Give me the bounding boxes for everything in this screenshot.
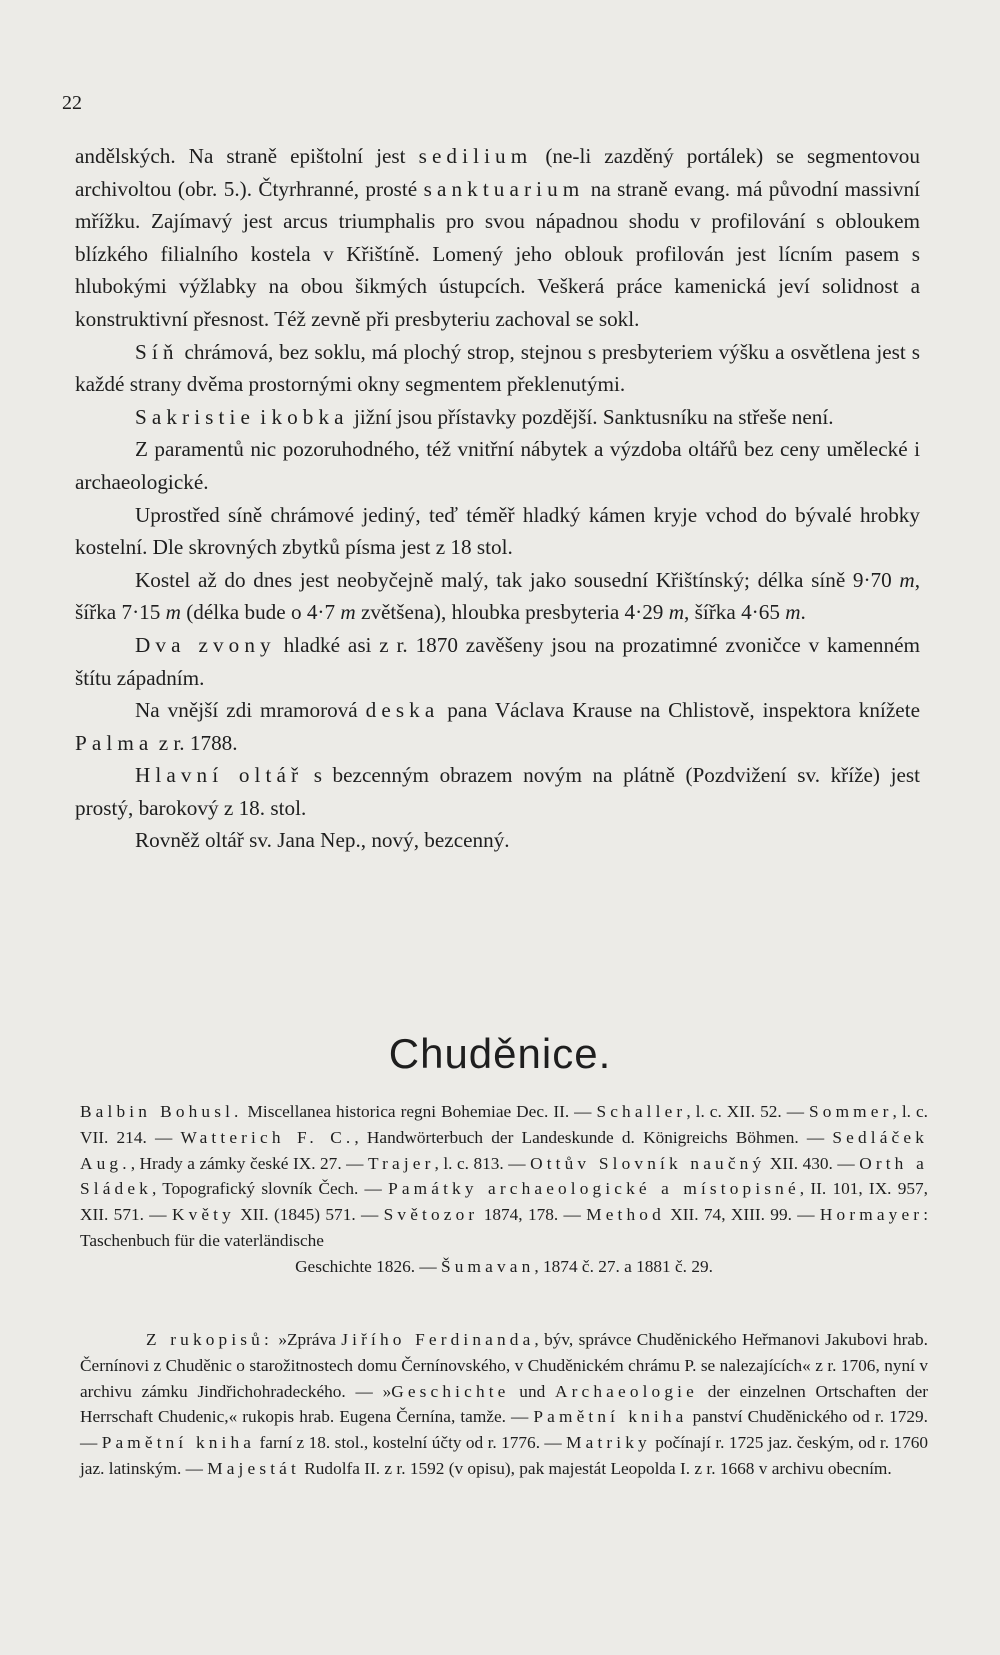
- text-run: : Taschenbuch für die vaterländische: [80, 1205, 929, 1250]
- text-run: , Handwörterbuch der Landeskunde d. Königreichs Böhmen. —: [354, 1127, 833, 1147]
- author: Světozor: [383, 1205, 479, 1225]
- manuscripts-paragraph: [80, 1327, 928, 1482]
- spaced-term: Sakristie: [135, 404, 255, 429]
- text-run: »Zpráva: [272, 1330, 342, 1349]
- spaced-term: sanktuarium: [423, 176, 585, 201]
- text-run: , l. c. XII. 52. —: [686, 1102, 810, 1121]
- paragraph-hrobka: Uprostřed síně chrámové jediný, teď téměř hladký kámen kryje vchod do bývalé hrobky kostelní. Dle skrovných zbytků písma jest z 18 stol.: [75, 502, 920, 560]
- text-run: Kostel až do dnes jest neobyčejně malý, tak jako sousední Křištínský; délka síně 9·70: [135, 567, 900, 592]
- text-run: 1874, 178. —: [478, 1205, 587, 1225]
- page-number: 22: [62, 92, 82, 114]
- author: Balbin Bohusl.: [80, 1102, 243, 1121]
- paragraph-zvony: [75, 629, 920, 694]
- spaced-term: Matriky: [566, 1433, 651, 1453]
- text-run: chrámová, bez soklu, má plochý strop, stejnou s presbyteriem výšku a osvětlena jest s každé strany dvěma prostornými okny segmentem překlenutými.: [75, 339, 920, 397]
- text-run: s bezcenným obrazem novým na plátně (Pozdvižení sv. kříže) jest prostý, barokový z 18. stol.: [75, 763, 920, 820]
- text-run: hladké asi z r. 1870 zavěšeny jsou na prozatimné zvoničce v kamenném štítu západním.: [75, 632, 920, 690]
- text-run: pana Václava Krause na Chlistově, inspektora knížete: [439, 698, 920, 723]
- author: Orth a Sládek: [80, 1153, 928, 1199]
- spaced-term: Jiřího Ferdinanda: [341, 1330, 535, 1349]
- references-paragraph: [80, 1099, 928, 1254]
- paragraph-sin: [75, 336, 920, 401]
- author: Květy: [171, 1205, 235, 1225]
- body-text: [75, 140, 920, 857]
- author: Hormayer: [819, 1205, 924, 1225]
- text-run: farní z 18. stol., kostelní účty od r. 1776. —: [255, 1433, 567, 1453]
- spaced-term: Majestát: [207, 1458, 300, 1478]
- literature-references: [80, 1099, 928, 1280]
- spaced-term: Archaeologie: [555, 1381, 698, 1401]
- paragraph-oltar: [75, 759, 920, 824]
- text-run: , býv, správce Chuděnického Heřmanovi Jakubovi hrab. Černínovi z Chuděnic o starožitnostech domu Černínovského, v Chuděnickém chrámu P. se nalezajících« z r. 1706, nyní v archivu zámku Jindřichohradeckého. — »: [80, 1330, 928, 1401]
- text-run: , l. c. VII. 214. —: [80, 1102, 928, 1147]
- text-run: z r. 1788.: [153, 730, 238, 755]
- author: Watterich F. C.: [180, 1127, 355, 1147]
- author: Method: [586, 1205, 665, 1225]
- author: Sedláček Aug.: [80, 1127, 928, 1173]
- spaced-term: Dva zvony: [135, 632, 276, 657]
- unit: m: [668, 600, 685, 625]
- text-run: , šířka 7·15: [75, 567, 920, 625]
- text-run: der einzelnen Ortschaften der Herrschaft Chudenic,« rukopis hrab. Eugena Černína, tamže. —: [80, 1381, 928, 1427]
- spaced-term: Geschichte: [391, 1381, 510, 1401]
- author: Schaller: [596, 1102, 687, 1121]
- spaced-term: Pamětní kniha: [101, 1433, 256, 1453]
- text-run: zvětšena), hloubka presbyteria 4·29: [355, 600, 669, 625]
- spaced-term: kobka: [271, 404, 349, 429]
- paragraph-deska: [75, 694, 920, 759]
- references-last-line: [80, 1254, 928, 1280]
- text-run: XII. 430. —: [765, 1153, 860, 1173]
- text-run: počínají r. 1725 jaz. českým, od r. 1760 jaz. latinským. —: [80, 1433, 928, 1478]
- text-run: , šířka 4·65: [684, 600, 786, 625]
- section-heading: Chuděnice.: [388, 1030, 612, 1077]
- spaced-term: sedilium: [418, 144, 533, 168]
- text-run: jižní jsou přístavky pozdější. Sanktusníku na střeše není.: [348, 404, 834, 429]
- manuscript-references: [80, 1327, 928, 1482]
- spaced-term: Z rukopisů:: [146, 1330, 273, 1349]
- paragraph-sedilium: [75, 140, 920, 336]
- unit: m: [165, 600, 181, 625]
- paragraph-paramenty: Z paramentů nic pozoruhodného, též vnitřní nábytek a výzdoba oltářů bez ceny umělecké i archaeologické.: [75, 437, 920, 494]
- text-run: Rudolfa II. z r. 1592 (v opisu), pak majestát Leopolda I. z r. 1668 v archivu obecním.: [299, 1458, 892, 1478]
- text-run: Geschichte 1826. —: [295, 1256, 441, 1276]
- spaced-term: deska: [365, 698, 440, 723]
- text-run: (ne-li zazděný portálek) se segmentovou archivoltou (obr. 5.). Čtyrhranné, prosté: [75, 144, 920, 201]
- text-run: i: [254, 404, 272, 429]
- text-run: XII. 74, XIII. 99. —: [664, 1205, 820, 1225]
- paragraph-sakristie: [75, 401, 920, 434]
- text-run: und: [509, 1381, 556, 1401]
- spaced-term: Hlavní oltář: [135, 763, 304, 788]
- text-run: .: [800, 600, 806, 625]
- text-run: , Hrady a zámky české IX. 27. —: [130, 1153, 368, 1173]
- unit: m: [340, 600, 356, 625]
- text-run: , l. c. 813. —: [434, 1153, 531, 1173]
- text-run: na straně evang. má původní massivní mřížku. Zajímavý jest arcus triumphalis pro svou nápadnou shodu v profilování s obloukem blízkého filialního kostela v Křištíně. Lomený jeho oblouk profilován jest lícním pasem s hlubokými výžlabky na obou šikmých ústupcích. Veškerá práce kamenická jeví solidnost a konstruktivní přesnost. Též zevně při presbyteriu zachoval se sokl.: [75, 176, 920, 331]
- unit: m: [785, 600, 801, 625]
- text-run: panství Chuděnického od r. 1729. —: [80, 1407, 928, 1453]
- text-run: , II. 101, IX. 957, XII. 571. —: [80, 1179, 928, 1225]
- text-run: Miscellanea historica regni Bohemiae Dec. II. —: [242, 1102, 597, 1121]
- paragraph-rozmery: [75, 564, 920, 629]
- author: Ottův Slovník naučný: [530, 1153, 766, 1173]
- text-run: Na vnější zdi mramorová: [135, 698, 366, 723]
- text-run: andělských. Na straně epištolní jest: [75, 144, 419, 168]
- spaced-term: Síň: [135, 339, 179, 364]
- author: Šumavan: [440, 1256, 535, 1276]
- paragraph-oltar-jana: Rovněž oltář sv. Jana Nep., nový, bezcenný.: [135, 828, 510, 853]
- text-run: , Topografický slovník Čech. —: [151, 1179, 389, 1199]
- author: Památky archaeologické a místopisné: [388, 1179, 800, 1199]
- text-run: , 1874 č. 27. a 1881 č. 29.: [534, 1256, 713, 1276]
- author: Trajer: [367, 1153, 435, 1173]
- spaced-term: Palma: [75, 730, 154, 755]
- text-run: XII. (1845) 571. —: [234, 1205, 384, 1225]
- unit: m: [899, 567, 915, 592]
- spaced-term: Pamětní kniha: [533, 1407, 688, 1427]
- author: Sommer: [809, 1102, 893, 1121]
- text-run: (délka bude o 4·7: [180, 600, 341, 625]
